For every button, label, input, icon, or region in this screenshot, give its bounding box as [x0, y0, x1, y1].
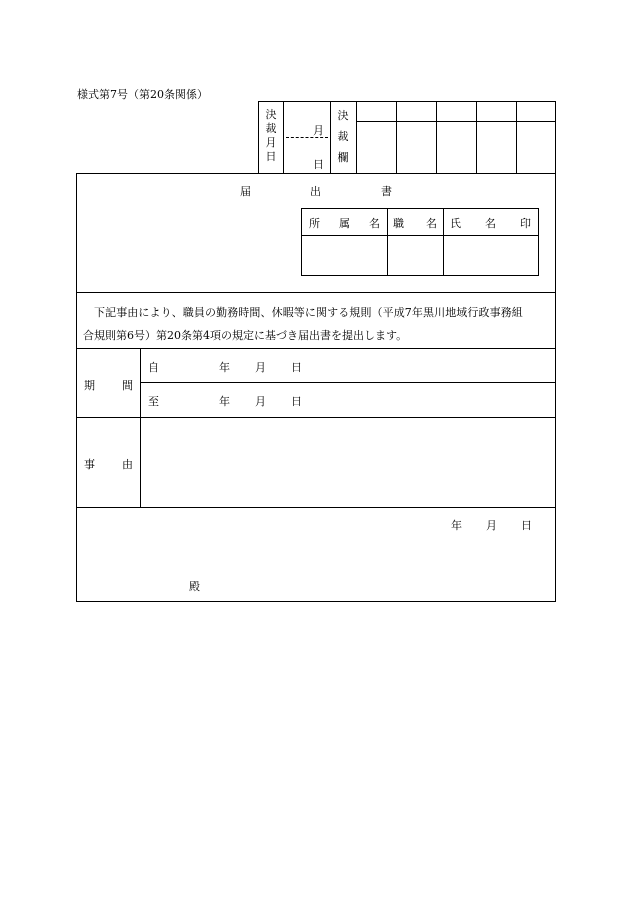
footer-month-label: 月	[486, 519, 497, 532]
title-char-2: 出	[310, 185, 321, 198]
name-seal-input[interactable]	[444, 236, 538, 275]
approval-column-label: 決 裁 欄	[337, 109, 349, 164]
department-input[interactable]	[302, 236, 387, 275]
title-char-1: 届	[240, 185, 251, 198]
form-number: 様式第7号（第20条関係）	[77, 88, 208, 101]
from-label: 自	[148, 361, 159, 374]
footer-day-label: 日	[521, 519, 532, 532]
from-year-label: 年	[219, 361, 230, 374]
to-month-label: 月	[255, 395, 266, 408]
statement-line-1: 下記事由により、職員の勤務時間、休暇等に関する規則（平成7年黒川地域行政事務組	[94, 306, 523, 319]
to-label: 至	[148, 395, 159, 408]
title-char-3: 書	[381, 185, 392, 198]
addressee-label: 殿	[189, 580, 200, 593]
position-input[interactable]	[388, 236, 443, 275]
from-month-label: 月	[255, 361, 266, 374]
approval-month-label: 月	[313, 124, 324, 137]
approval-day-label: 日	[313, 158, 324, 171]
from-day-label: 日	[291, 361, 302, 374]
to-year-label: 年	[219, 395, 230, 408]
to-day-label: 日	[291, 395, 302, 408]
approval-date-label: 決 裁 月 日	[265, 108, 277, 163]
reason-input[interactable]	[141, 418, 555, 507]
footer-year-label: 年	[451, 519, 462, 532]
statement-line-2: 合規則第6号）第20条第4項の規定に基づき届出書を提出します。	[83, 329, 408, 342]
